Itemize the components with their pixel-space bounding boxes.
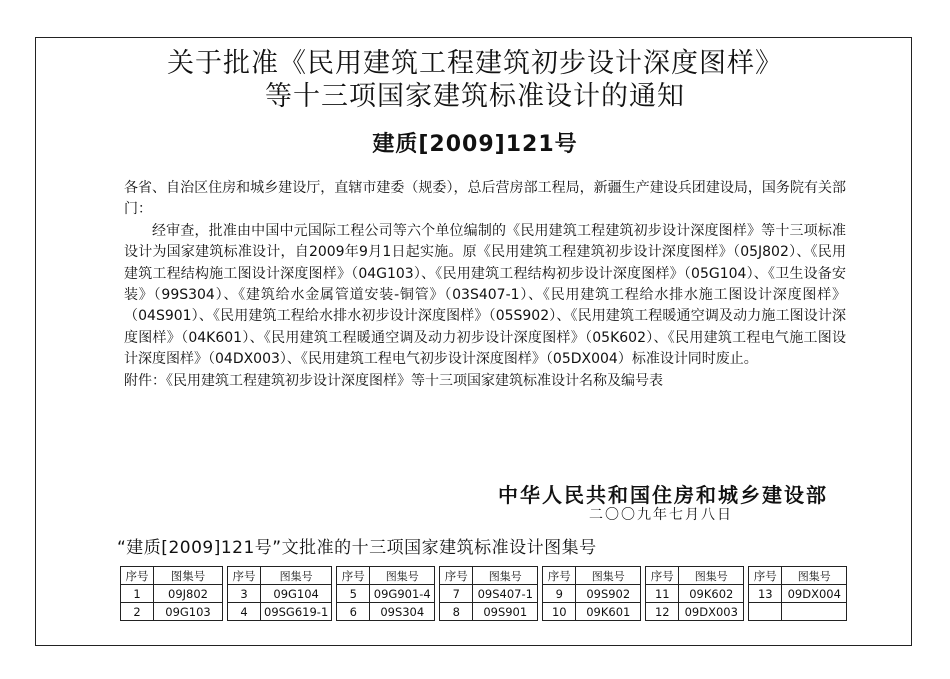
table-group — [542, 566, 641, 621]
document-number: 建质[2009]121号 — [372, 132, 578, 157]
header-no: 序号 — [646, 567, 679, 585]
header-no: 序号 — [543, 567, 576, 585]
row-no: 5 — [337, 585, 370, 603]
salutation: 各省、自治区住房和城乡建设厅，直辖市建委（规委），总后营房部工程局，新疆生产建设兵团建设局，国务院有关部门： — [124, 180, 846, 218]
table-group — [227, 566, 332, 621]
row-code — [782, 603, 847, 621]
table-caption: “建质[2009]121号”文批准的十三项国家建筑标准设计图集号 — [117, 538, 597, 558]
header-code: 图集号 — [154, 567, 223, 585]
row-no: 3 — [228, 585, 261, 603]
row-no: 11 — [646, 585, 679, 603]
row-no: 6 — [337, 603, 370, 621]
row-code: 09K601 — [576, 603, 641, 621]
row-no — [749, 603, 782, 621]
row-code: 09S902 — [576, 585, 641, 603]
header-code: 图集号 — [473, 567, 538, 585]
row-code: 09S304 — [370, 603, 435, 621]
body-paragraph: 经审查，批准由中国中元国际工程公司等六个单位编制的《民用建筑工程建筑初步设计深度图样》等十三项标准设计为国家建筑标准设计，自2009年9月1日起实施。原《民用建筑工程建筑初步设计深度图样》（05J802）、《民用建筑工程结构施工图设计深度图样》（04G103）、《民用建筑工程结构初步设计深度图样》（05G104）、《卫生设备安装》（99S304）、《建筑给水金属管道安装-铜管》（03S407-1）、《民用建筑工程给水排水施工图设计深度图样》（04S901）、《民用建筑工程给水排水初步设计深度图样》（05S902）、《民用建筑工程暖通空调及动力施工图设计深度图样》（04K601）、《民用建筑工程暖通空调及动力初步设计深度图样》（05K602）、《民用建筑工程电气施工图设计深度图样》（04DX003）、《民用建筑工程电气初步设计深度图样》（05DX004）标准设计同时废止。 — [124, 222, 846, 368]
header-code: 图集号 — [261, 567, 332, 585]
row-code: 09DX004 — [782, 585, 847, 603]
row-code: 09J802 — [154, 585, 223, 603]
notice-body — [124, 178, 846, 392]
row-no: 8 — [440, 603, 473, 621]
notice-title-line-1: 关于批准《民用建筑工程建筑初步设计深度图样》 — [167, 48, 783, 79]
attachment-line: 附件：《民用建筑工程建筑初步设计深度图样》等十三项国家建筑标准设计名称及编号表 — [124, 372, 663, 389]
table-group — [748, 566, 847, 621]
row-no: 2 — [121, 603, 154, 621]
header-no: 序号 — [440, 567, 473, 585]
header-code: 图集号 — [679, 567, 744, 585]
row-code: 09S407-1 — [473, 585, 538, 603]
header-code: 图集号 — [576, 567, 641, 585]
header-no: 序号 — [337, 567, 370, 585]
row-code: 09G103 — [154, 603, 223, 621]
header-code: 图集号 — [370, 567, 435, 585]
row-code: 09SG619-1 — [261, 603, 332, 621]
header-no: 序号 — [749, 567, 782, 585]
table-group — [336, 566, 435, 621]
row-no: 13 — [749, 585, 782, 603]
header-no: 序号 — [121, 567, 154, 585]
table-group — [120, 566, 223, 621]
row-no: 9 — [543, 585, 576, 603]
row-no: 1 — [121, 585, 154, 603]
row-no: 10 — [543, 603, 576, 621]
table-group — [439, 566, 538, 621]
row-code: 09K602 — [679, 585, 744, 603]
issue-date: 二〇〇九年七月八日 — [589, 507, 733, 523]
notice-title-line-2: 等十三项国家建筑标准设计的通知 — [265, 81, 685, 112]
row-no: 4 — [228, 603, 261, 621]
row-no: 7 — [440, 585, 473, 603]
row-no: 12 — [646, 603, 679, 621]
header-no: 序号 — [228, 567, 261, 585]
issuing-agency: 中华人民共和国住房和城乡建设部 — [498, 483, 828, 507]
row-code: 09DX003 — [679, 603, 744, 621]
row-code: 09G104 — [261, 585, 332, 603]
row-code: 09S901 — [473, 603, 538, 621]
atlas-number-table — [120, 566, 847, 621]
row-code: 09G901-4 — [370, 585, 435, 603]
table-group — [645, 566, 744, 621]
header-code: 图集号 — [782, 567, 847, 585]
